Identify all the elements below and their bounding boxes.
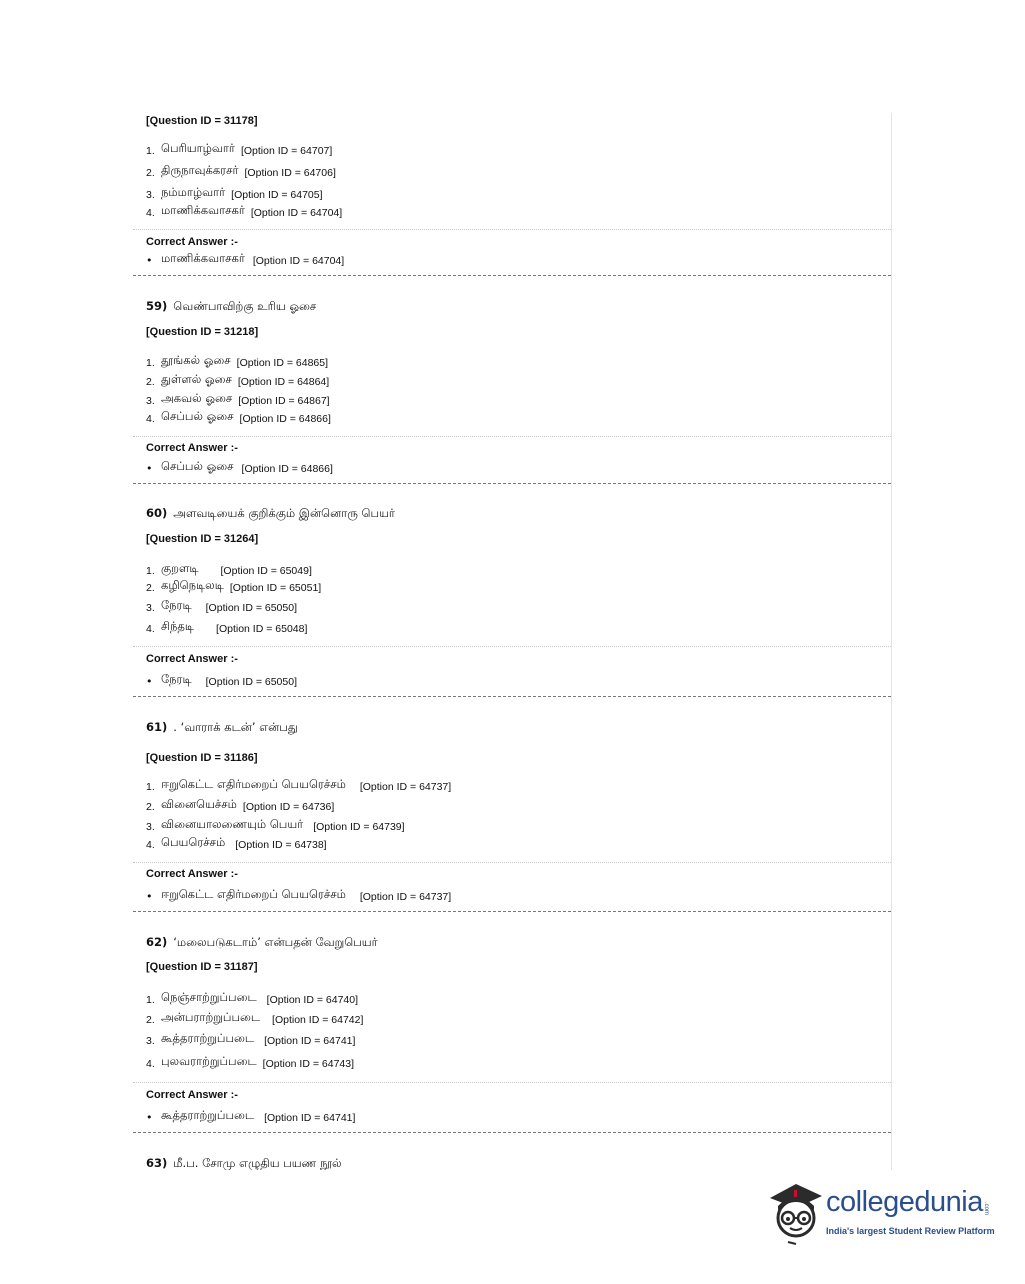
option-61-4: 4. பெயரெச்சம் [Option ID = 64738] <box>146 835 327 851</box>
correct-answer-label-58: Correct Answer :- <box>146 236 238 248</box>
question-title-63: 63) மீ.ப. சோமு எழுதிய பயண நூல் <box>146 1156 342 1170</box>
option-62-1: 1. நெஞ்சாற்றுப்படை [Option ID = 64740] <box>146 990 359 1006</box>
option-59-2: 2. துள்ளல் ஓசை [Option ID = 64864] <box>146 372 330 388</box>
collegedunia-logo <box>766 1180 996 1250</box>
option-61-3: 3. வினையாலணையும் பெயர் [Option ID = 64739] <box>146 817 405 833</box>
option-58-1: 1. பெரியாழ்வார் [Option ID = 64707] <box>146 141 333 157</box>
divider <box>133 1082 891 1083</box>
option-61-1: 1. ஈறுகெட்ட எதிர்மறைப் பெயரெச்சம் [Option ID = 64737] <box>146 777 452 793</box>
question-title-62: 62) ‘மலைபடுகடாம்’ என்பதன் வேறுபெயர் <box>146 935 378 949</box>
option-62-4: 4. புலவராற்றுப்படை [Option ID = 64743] <box>146 1054 355 1070</box>
correct-answer-58: • மாணிக்கவாசகர் [Option ID = 64704] <box>146 251 345 267</box>
logo-tagline: India's largest Student Review Platform <box>826 1226 995 1236</box>
option-62-3: 3. கூத்தராற்றுப்படை [Option ID = 64741] <box>146 1031 356 1047</box>
question-divider <box>133 1132 891 1133</box>
question-divider <box>133 696 891 697</box>
correct-answer-59: • செப்பல் ஓசை [Option ID = 64866] <box>146 459 333 475</box>
mascot-icon <box>766 1180 824 1246</box>
correct-answer-label-61: Correct Answer :- <box>146 868 238 880</box>
divider <box>133 646 891 647</box>
option-62-2: 2. அன்பராற்றுப்படை [Option ID = 64742] <box>146 1010 364 1026</box>
question-paper-page <box>133 113 892 1170</box>
option-59-1: 1. தூங்கல் ஓசை [Option ID = 64865] <box>146 353 329 369</box>
correct-answer-62: • கூத்தராற்றுப்படை [Option ID = 64741] <box>146 1108 356 1124</box>
option-61-2: 2. வினையெச்சம் [Option ID = 64736] <box>146 797 335 813</box>
question-title-59: 59) வெண்பாவிற்கு உரிய ஓசை <box>146 299 317 313</box>
logo-suffix: .com <box>983 1202 989 1216</box>
correct-answer-60: • நேரடி [Option ID = 65050] <box>146 672 297 688</box>
question-id-61: [Question ID = 31186] <box>146 752 258 764</box>
question-divider <box>133 911 891 912</box>
logo-wordmark: collegedunia <box>826 1186 983 1218</box>
correct-answer-label-59: Correct Answer :- <box>146 442 238 454</box>
option-58-2: 2. திருநாவுக்கரசர் [Option ID = 64706] <box>146 163 336 179</box>
correct-answer-61: • ஈறுகெட்ட எதிர்மறைப் பெயரெச்சம் [Option ID = 64737] <box>146 887 452 903</box>
option-59-4: 4. செப்பல் ஓசை [Option ID = 64866] <box>146 409 331 425</box>
divider <box>133 229 891 230</box>
option-58-4: 4. மாணிக்கவாசகர் [Option ID = 64704] <box>146 203 343 219</box>
correct-answer-label-60: Correct Answer :- <box>146 653 238 665</box>
question-id-62: [Question ID = 31187] <box>146 961 258 973</box>
option-58-3: 3. நம்மாழ்வார் [Option ID = 64705] <box>146 185 323 201</box>
question-id-60: [Question ID = 31264] <box>146 533 259 545</box>
question-title-61: 61) . ‘வாராக் கடன்’ என்பது <box>146 720 298 734</box>
question-divider <box>133 483 891 484</box>
question-id-59: [Question ID = 31218] <box>146 326 259 338</box>
divider <box>133 436 891 437</box>
divider <box>133 862 891 863</box>
option-59-3: 3. அகவல் ஓசை [Option ID = 64867] <box>146 391 330 407</box>
option-60-1: 1. குறளடி [Option ID = 65049] <box>146 561 312 577</box>
question-id-58: [Question ID = 31178] <box>146 115 258 127</box>
option-60-4: 4. சிந்தடி [Option ID = 65048] <box>146 619 308 635</box>
question-title-60: 60) அளவடியைக் குறிக்கும் இன்னொரு பெயர் <box>146 506 395 520</box>
option-60-2: 2. கழிநெடிலடி [Option ID = 65051] <box>146 578 322 594</box>
correct-answer-label-62: Correct Answer :- <box>146 1089 238 1101</box>
question-divider <box>133 275 891 276</box>
option-60-3: 3. நேரடி [Option ID = 65050] <box>146 598 297 614</box>
